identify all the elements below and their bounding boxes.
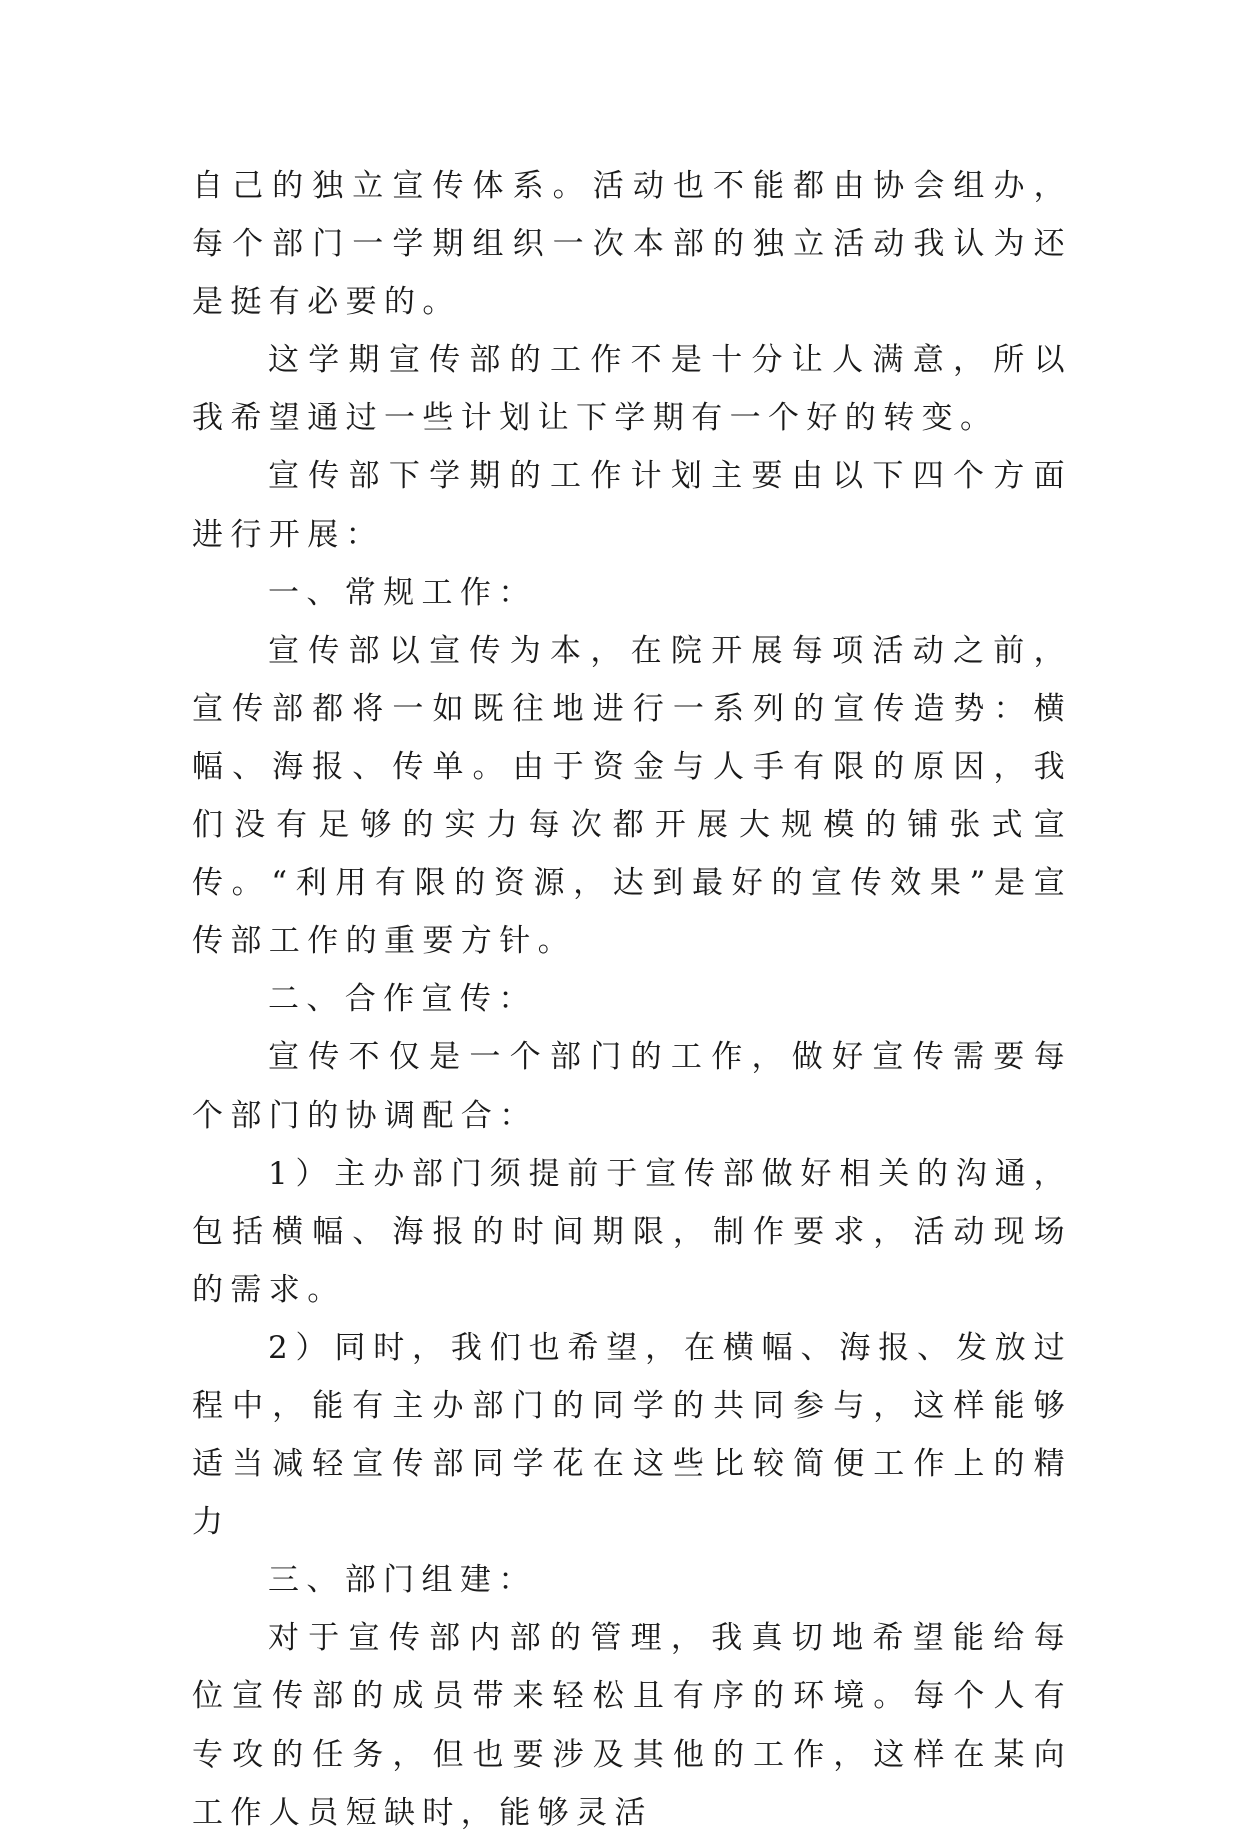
paragraph-1: 自己的独立宣传体系。活动也不能都由协会组办，每个部门一学期组织一次本部的独立活动我认为还是挺有必要的。 [192, 168, 1072, 321]
document-body [192, 157, 1072, 1842]
section-heading-3: 三、部门组建： [267, 1562, 537, 1599]
list-item-1: 1）主办部门须提前于宣传部做好相关的沟通，包括横幅、海报的时间期限，制作要求，活动现场的需求。 [192, 1155, 1072, 1308]
paragraph-3: 宣传部下学期的工作计划主要由以下四个方面进行开展： [192, 458, 1072, 553]
list-item-2: 2）同时，我们也希望，在横幅、海报、发放过程中，能有主办部门的同学的共同参与，这样能够适当减轻宣传部同学花在这些比较简便工作上的精力 [192, 1329, 1072, 1541]
paragraph-11: 对于宣传部内部的管理，我真切地希望能给每位宣传部的成员带来轻松且有序的环境。每个人有专攻的任务，但也要涉及其他的工作，这样在某向工作人员短缺时，能够灵活 [192, 1620, 1072, 1831]
section-heading-2: 二、合作宣传： [267, 981, 537, 1018]
paragraph-2: 这学期宣传部的工作不是十分让人满意，所以我希望通过一些计划让下学期有一个好的转变。 [192, 342, 1072, 437]
section-heading-1: 一、常规工作： [267, 574, 537, 611]
paragraph-5: 宣传部以宣传为本，在院开展每项活动之前，宣传部都将一如既往地进行一系列的宣传造势：横幅、海报、传单。由于资金与人手有限的原因，我们没有足够的实力每次都开展大规模的铺张式宣传。“利用有限的资源，达到最好的宣传效果”是宣传部工作的重要方针。 [192, 632, 1072, 960]
paragraph-7: 宣传不仅是一个部门的工作，做好宣传需要每个部门的协调配合： [192, 1039, 1072, 1134]
